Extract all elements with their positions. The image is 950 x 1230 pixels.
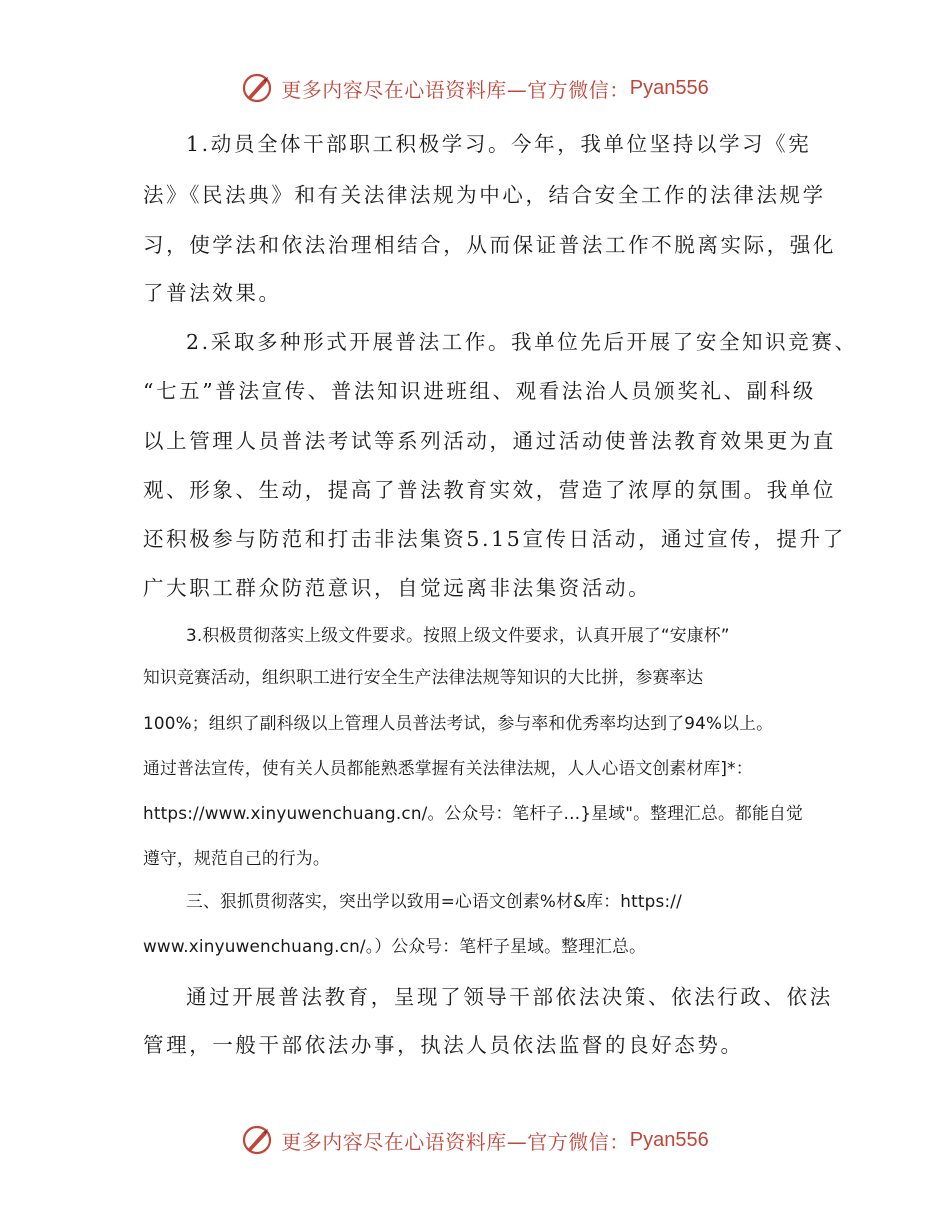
- paragraph-1-line-3: 习，使学法和依法治理相结合，从而保证普法工作不脱离实际，强化: [143, 233, 836, 257]
- paragraph-3-line-4: 通过普法宣传，使有关人员都能熟悉掌握有关法律法规，人人心语文创素材库]*：: [143, 758, 753, 778]
- header-banner-text: 更多内容尽在心语资料库—官方微信：: [281, 77, 630, 102]
- paragraph-1-line-2: 法》《民法典》和有关法律法规为中心，结合安全工作的法律法规学: [143, 183, 826, 207]
- paragraph-2-line-6: 广大职工群众防范意识，自觉远离非法集资活动。: [143, 576, 652, 600]
- paragraph-3-line-1: 3.积极贯彻落实上级文件要求。按照上级文件要求，认真开展了“安康杯”: [186, 625, 730, 645]
- paragraph-1-line-4: 了普法效果。: [143, 281, 282, 305]
- paragraph-4-line-2: www.xinyuwenchuang.cn/。）公众号：笔杆子星域。整理汇总。: [143, 936, 647, 956]
- quill-logo-icon: [241, 1124, 273, 1156]
- footer-banner: [0, 1120, 950, 1160]
- paragraph-4-line-1: 三、狠抓贯彻落实，突出学以致用=心语文创素%材&库：https://: [186, 891, 683, 911]
- paragraph-5-line-2: 管理，一般干部依法办事，执法人员依法监督的良好态势。: [143, 1033, 744, 1057]
- paragraph-3-line-3: 100%；组织了副科级以上管理人员普法考试，参与率和优秀率均达到了94%以上。: [143, 713, 774, 733]
- header-banner: [0, 68, 950, 108]
- paragraph-3-line-5: https://www.xinyuwenchuang.cn/。公众号：笔杆子…}星域"。整理汇总。都能自觉: [143, 803, 803, 823]
- paragraph-2-line-2: “七五”普法宣传、普法知识进班组、观看法治人员颁奖礼、副科级: [143, 379, 816, 403]
- paragraph-2-line-4: 观、形象、生动，提高了普法教育实效，营造了浓厚的氛围。我单位: [143, 478, 836, 502]
- footer-banner-text: 更多内容尽在心语资料库—官方微信：: [281, 1129, 630, 1154]
- paragraph-2-line-1: 2.采取多种形式开展普法工作。我单位先后开展了安全知识竞赛、: [186, 330, 858, 354]
- paragraph-1-line-1: 1.动员全体干部职工积极学习。今年，我单位坚持以学习《宪: [186, 132, 812, 156]
- paragraph-5-line-1: 通过开展普法教育，呈现了领导干部依法决策、依法行政、依法: [186, 985, 833, 1009]
- footer-banner-handle: Pyan556: [629, 1128, 709, 1151]
- paragraph-2-line-3: 以上管理人员普法考试等系列活动，通过活动使普法教育效果更为直: [143, 429, 836, 453]
- paragraph-3-line-2: 知识竞赛活动，组织职工进行安全生产法律法规等知识的大比拼，参赛率达: [143, 667, 704, 687]
- quill-logo-icon: [241, 72, 273, 104]
- paragraph-2-line-5: 还积极参与防范和打击非法集资5.15宣传日活动，通过宣传，提升了: [143, 527, 846, 551]
- paragraph-3-line-6: 遵守，规范自己的行为。: [143, 848, 330, 868]
- header-banner-handle: Pyan556: [629, 76, 709, 99]
